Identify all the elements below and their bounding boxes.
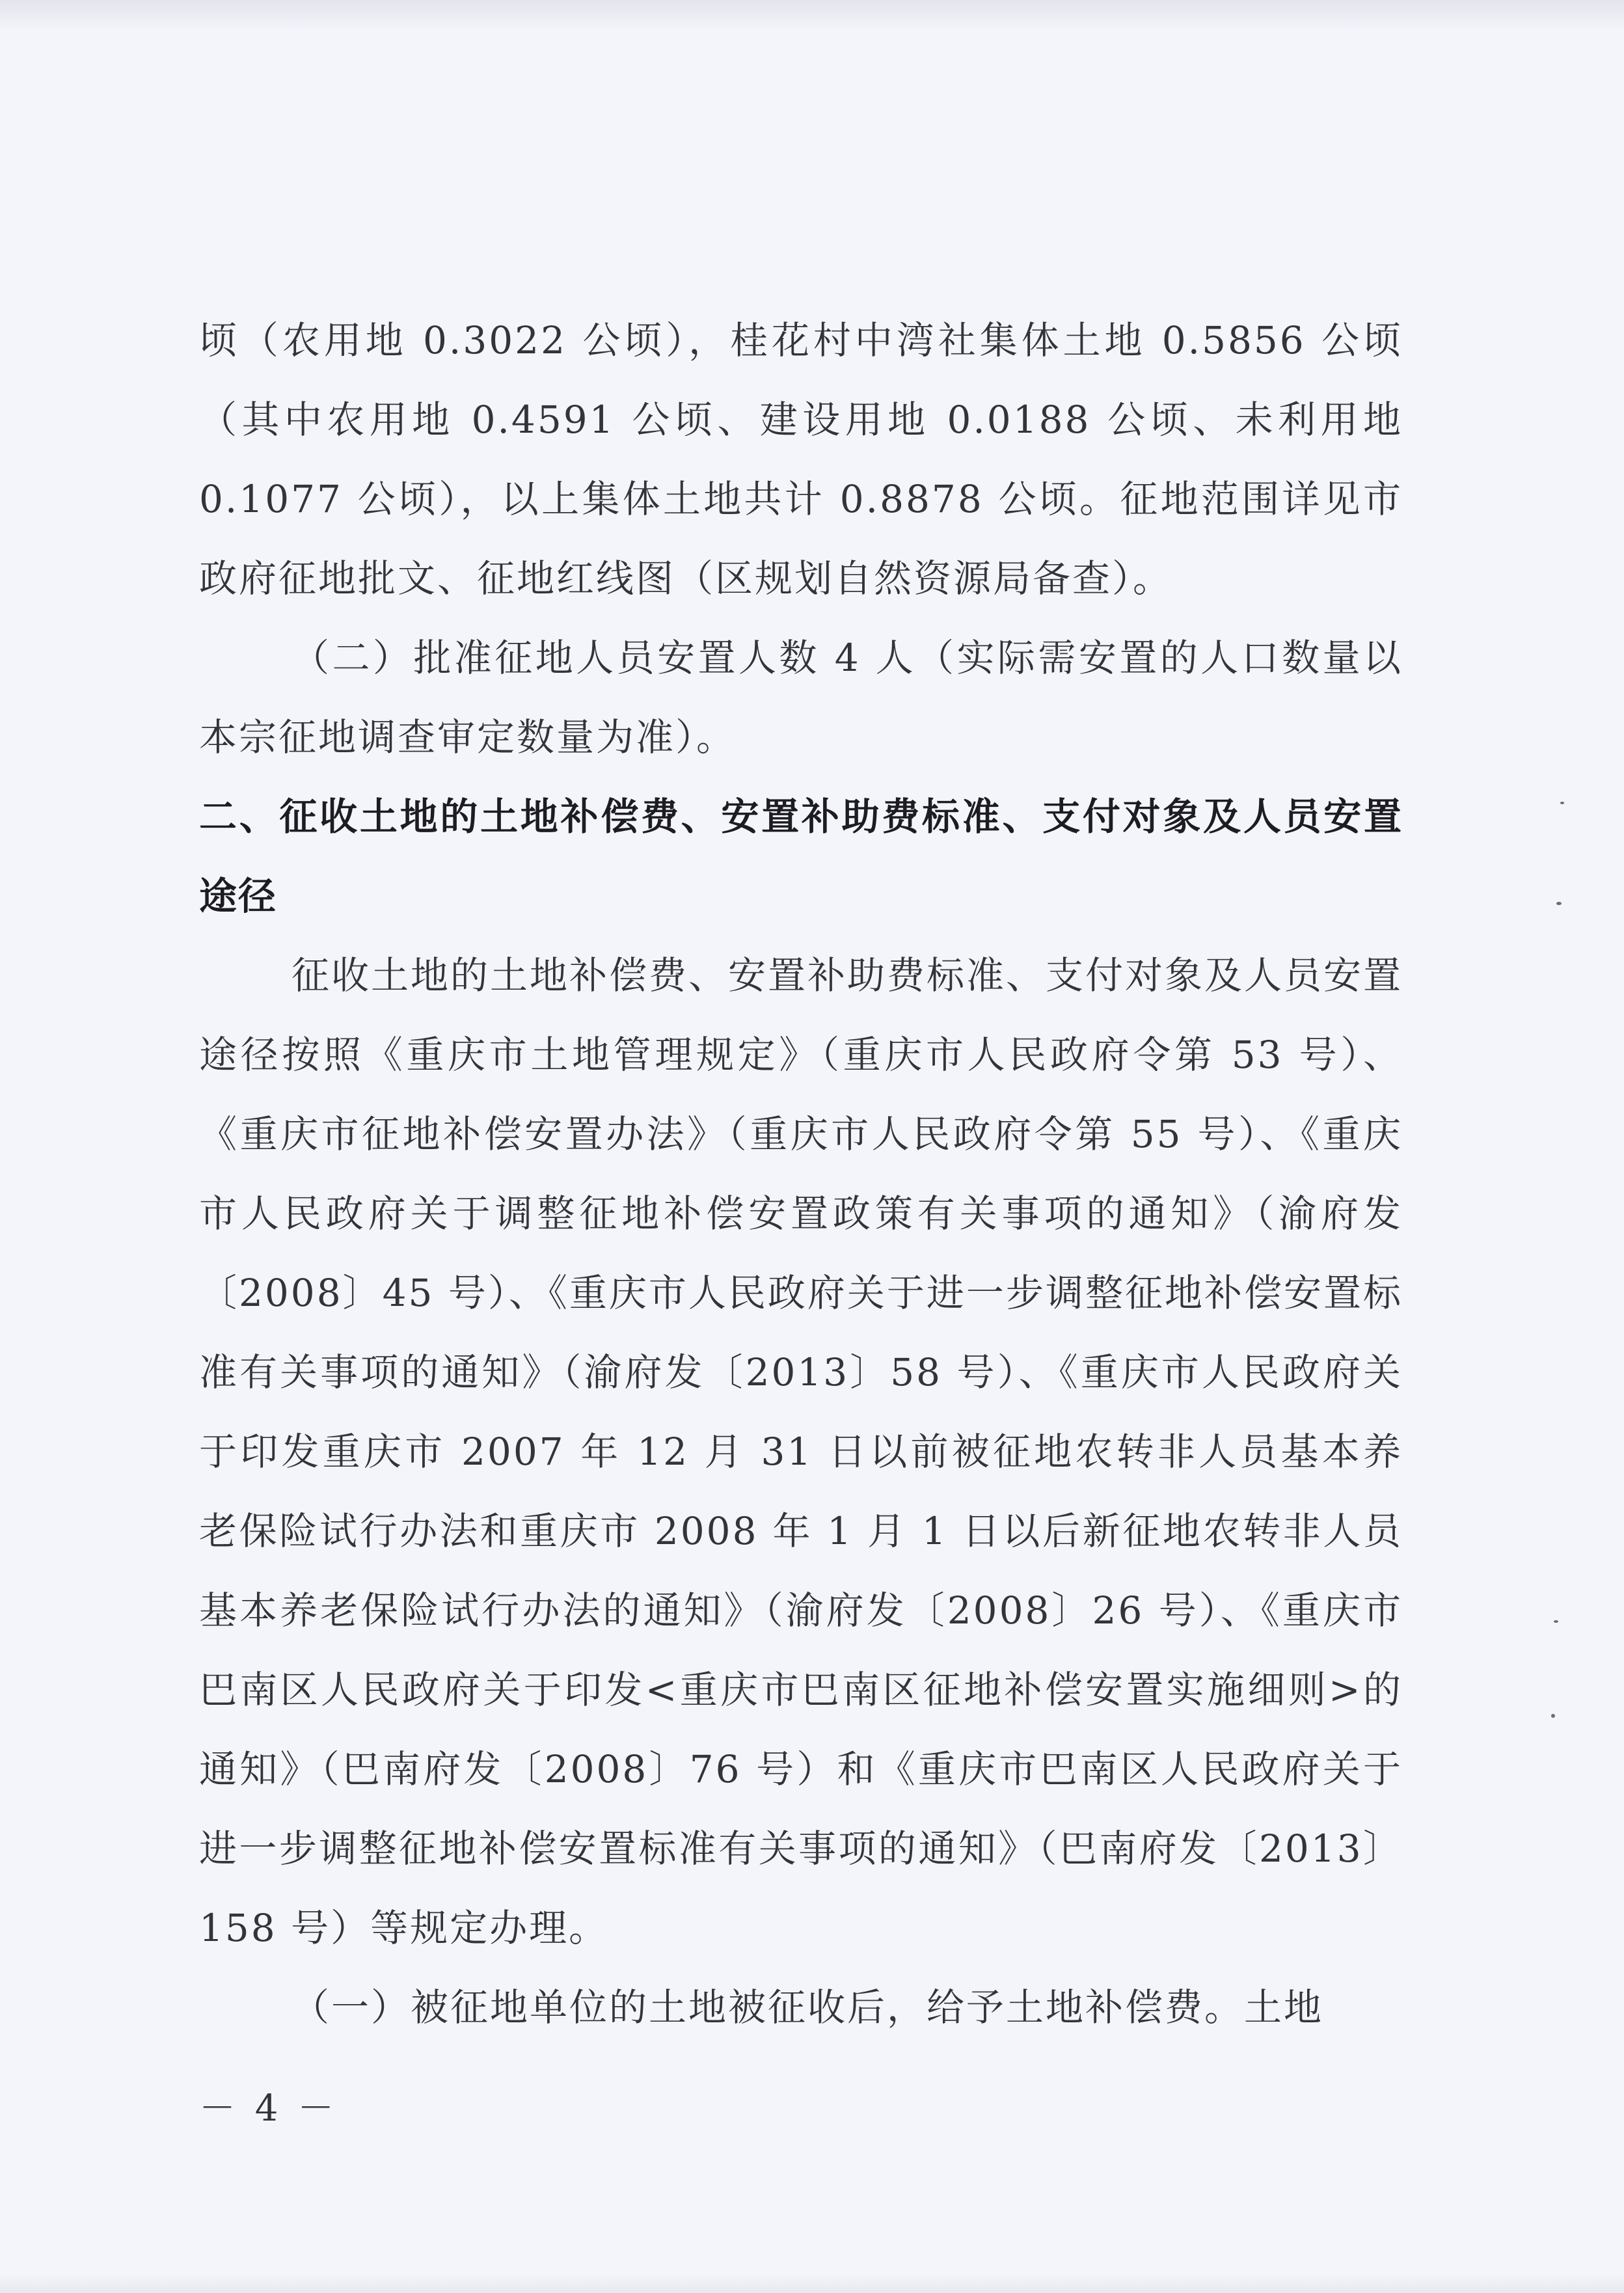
paragraph-compensation-basis: 征收土地的土地补偿费、安置补助费标准、支付对象及人员安置途径按照《重庆市土地管理规定》（重庆市人民政府令第 53 号）、《重庆市征地补偿安置办法》（重庆市人民政府令第 55 号）、《重庆市人民政府关于调整征地补偿安置政策有关事项的通知》（渝府发〔2008〕45 号）、《重庆市人民政府关于进一步调整征地补偿安置标准有关事项的通知》（渝府发〔2013〕58 号）、《重庆市人民政府关于印发重庆市 2007 年 12 月 31 日以前被征地农转非人员基本养老保险试行办法和重庆市 2008 年 1 月 1 日以后新征地农转非人员基本养老保险试行办法的通知》（渝府发〔2008〕26 号）、《重庆市巴南区人民政府关于印发<重庆市巴南区征地补偿安置实施细则>的通知》（巴南府发〔2008〕76 号）和《重庆市巴南区人民政府关于进一步调整征地补偿安置标准有关事项的通知》（巴南府发〔2013〕158 号）等规定办理。: [199, 953, 1403, 1950]
section-heading-compensation: 二、征收土地的土地补偿费、安置补助费标准、支付对象及人员安置途径: [199, 794, 1403, 918]
scan-top-shadow: [0, 0, 1624, 31]
paragraph-resettlement-count: （二）批准征地人员安置人数 4 人（实际需安置的人口数量以本宗征地调查审定数量为准）。: [199, 636, 1403, 759]
scan-speck: [1551, 1714, 1555, 1718]
page-number: － 4 －: [199, 2087, 338, 2130]
scan-speck: [1554, 1620, 1558, 1623]
paragraph-land-compensation: （一）被征地单位的土地被征收后，给予土地补偿费。土地: [291, 1985, 1324, 2029]
scan-speck: [1556, 902, 1562, 905]
document-body: [199, 301, 1403, 2047]
scan-bottom-shadow: [0, 2273, 1624, 2293]
paragraph-land-area: 顷（农用地 0.3022 公顷），桂花村中湾社集体土地 0.5856 公顷（其中农用地 0.4591 公顷、建设用地 0.0188 公顷、未利用地 0.1077 公顷），以上集体土地共计 0.8878 公顷。征地范围详见市政府征地批文、征地红线图（区规划自然资源局备查）。: [199, 318, 1403, 601]
scan-speck: [1560, 802, 1564, 804]
